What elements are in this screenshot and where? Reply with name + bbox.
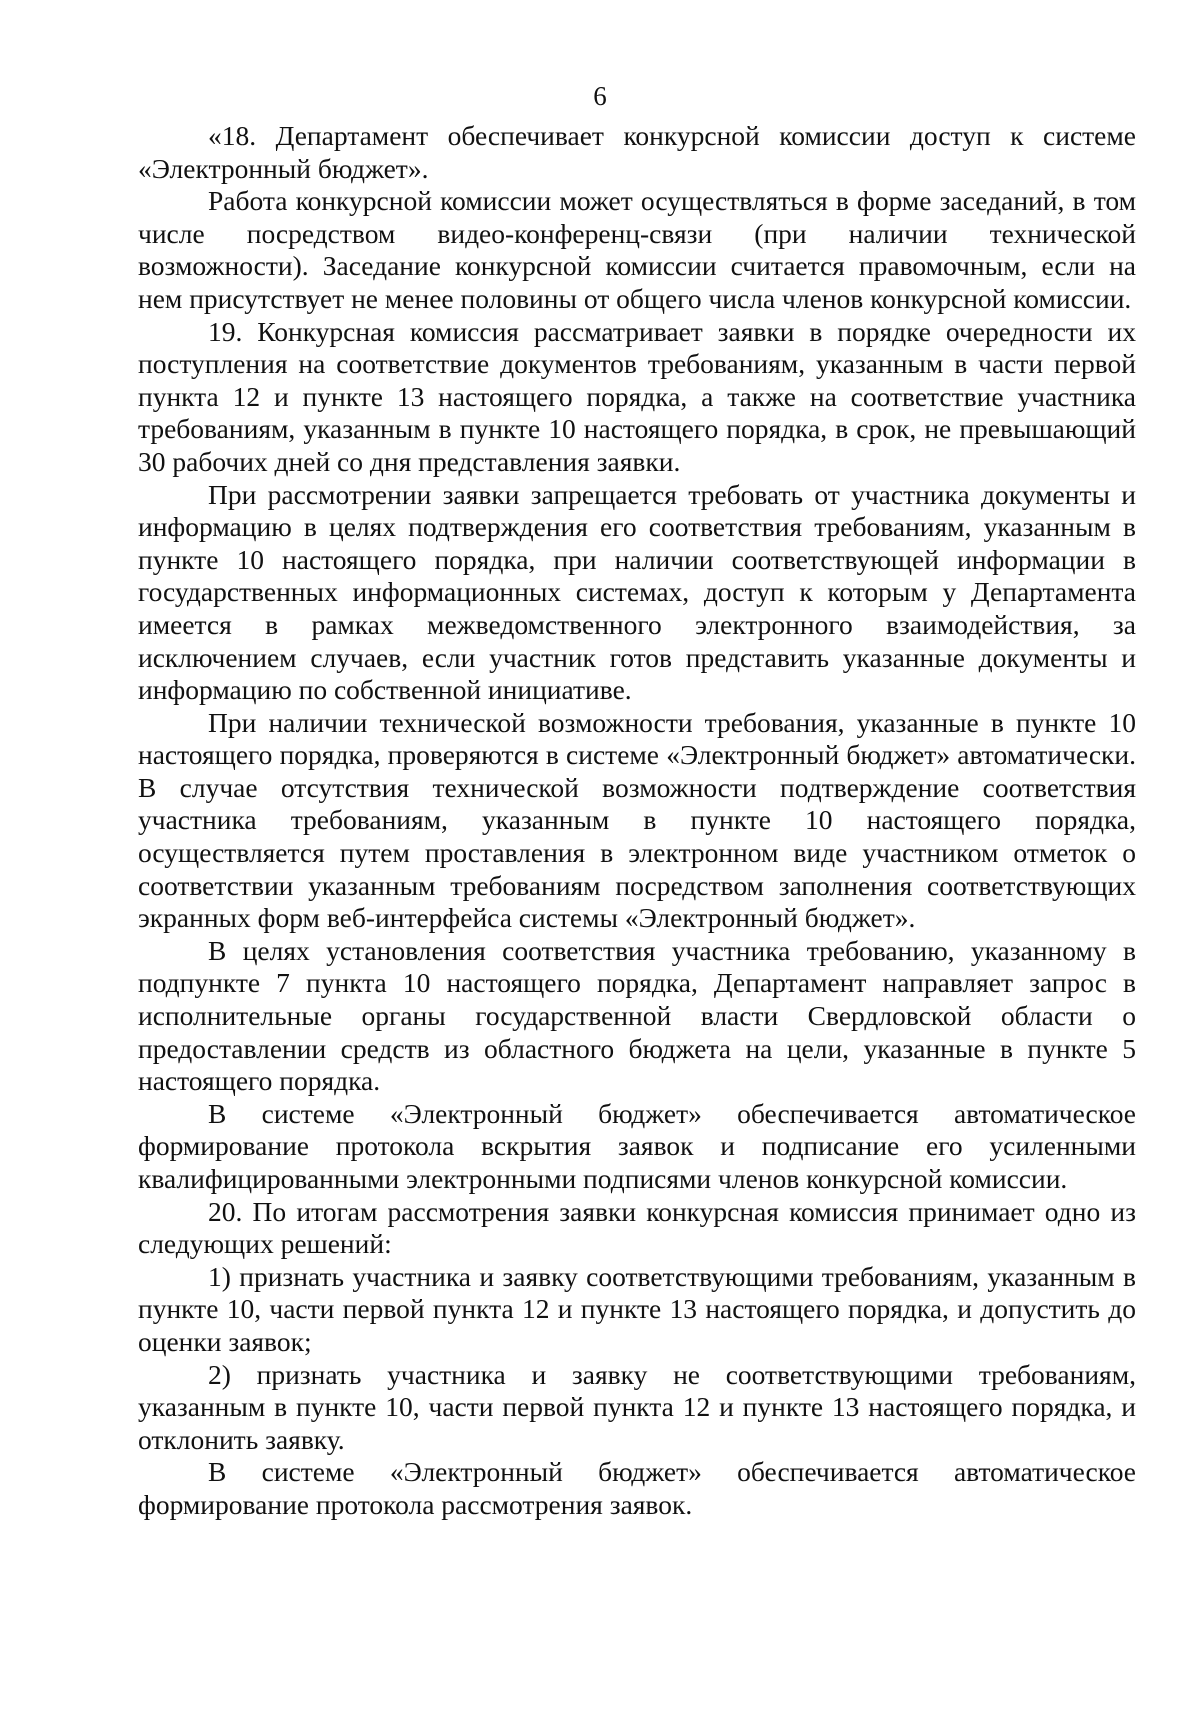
paragraph-decision-admit: 1) признать участника и заявку соответствующими требованиям, указанным в пункте 10, части первой пункта 12 и пункте 13 настоящего порядка, и допустить до оценки заявок; <box>138 1260 1136 1357</box>
paragraph-document-requests: При рассмотрении заявки запрещается требовать от участника документы и информацию в целях подтверждения его соответствия требованиям, указанным в пункте 10 настоящего порядка, при наличии соответствующей информации в государственных информационных системах, доступ к которым у Департамента имеется в рамках межведомственного электронного взаимодействия, за исключением случаев, если участник готов представить указанные документы и информацию по собственной инициативе. <box>138 478 1136 706</box>
paragraph-opening-protocol: В системе «Электронный бюджет» обеспечивается автоматическое формирование протокола вскрытия заявок и подписание его усиленными квалифицированными электронными подписями членов конкурсной комиссии. <box>138 1097 1136 1194</box>
document-body <box>138 120 1136 1522</box>
paragraph-item-19-review: 19. Конкурсная комиссия рассматривает заявки в порядке очередности их поступления на соответствие документов требованиям, указанным в части первой пункта 12 и пункте 13 настоящего порядка, а также на соответствие участника требованиям, указанным в пункте 10 настоящего порядка, в срок, не превышающий 30 рабочих дней со дня представления заявки. <box>138 315 1136 477</box>
paragraph-commission-meetings: Работа конкурсной комиссии может осуществляться в форме заседаний, в том числе посредством видео-конференц-связи (при наличии технической возможности). Заседание конкурсной комиссии считается правомочным, если на нем присутствует не менее половины от общего числа членов конкурсной комиссии. <box>138 185 1136 314</box>
paragraph-compliance-request: В целях установления соответствия участника требованию, указанному в подпункте 7 пункта 10 настоящего порядка, Департамент направляет запрос в исполнительные органы государственной власти Свердловской области о предоставлении средств из областного бюджета на цели, указанные в пункте 5 настоящего порядка. <box>138 934 1136 1097</box>
paragraph-item-20-decisions: 20. По итогам рассмотрения заявки конкурсная комиссия принимает одно из следующих решений: <box>138 1195 1136 1260</box>
paragraph-review-protocol: В системе «Электронный бюджет» обеспечивается автоматическое формирование протокола рассмотрения заявок. <box>138 1456 1136 1520</box>
page-number: 6 <box>593 81 607 111</box>
paragraph-decision-reject: 2) признать участника и заявку не соответствующими требованиям, указанным в пункте 10, части первой пункта 12 и пункте 13 настоящего порядка, и отклонить заявку. <box>138 1358 1136 1455</box>
paragraph-item-18-access: «18. Департамент обеспечивает конкурсной комиссии доступ к системе «Электронный бюджет». <box>138 120 1136 184</box>
paragraph-automatic-check: При наличии технической возможности требования, указанные в пункте 10 настоящего порядка, проверяются в системе «Электронный бюджет» автоматически. В случае отсутствия технической возможности подтверждение соответствия участника требованиям, указанным в пункте 10 настоящего порядка, осуществляется путем проставления в электронном виде участником отметок о соответствии указанным требованиям посредством заполнения соответствующих экранных форм веб-интерфейса системы «Электронный бюджет». <box>138 706 1136 934</box>
